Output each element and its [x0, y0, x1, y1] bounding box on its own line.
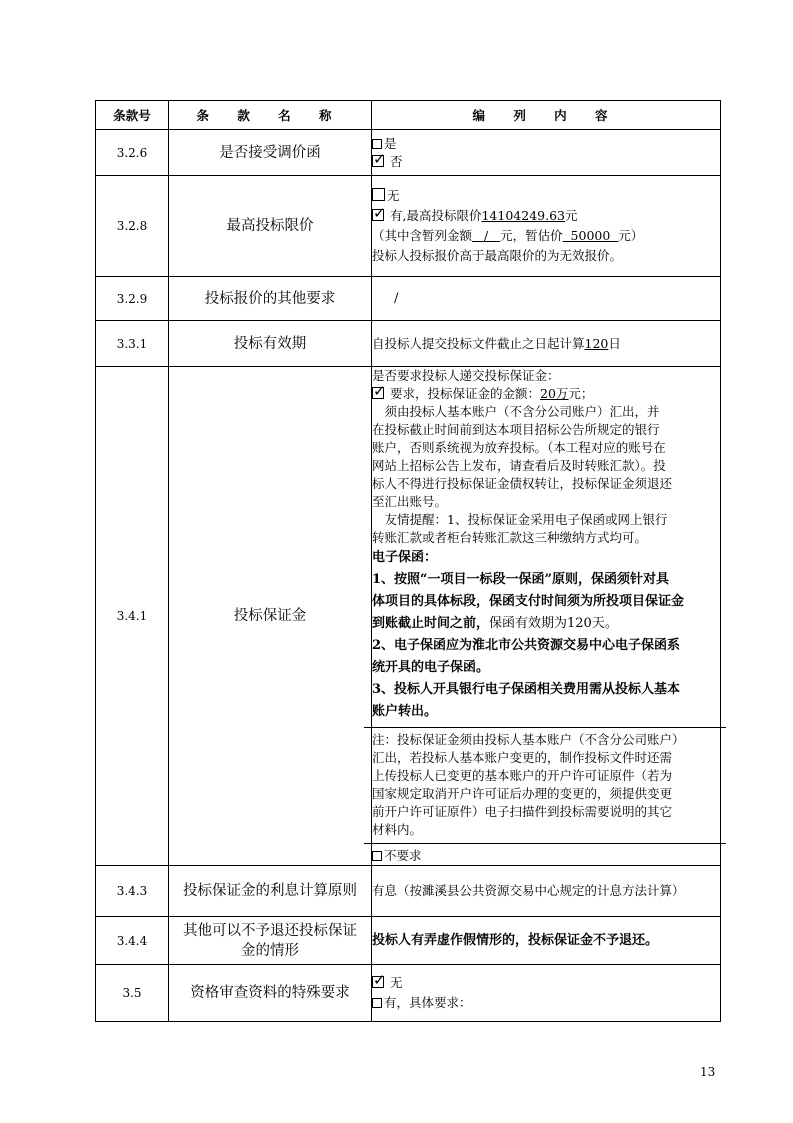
header-clause-name: 条 款 名 称	[169, 101, 372, 130]
checkbox-unchecked-icon	[372, 139, 382, 149]
clause-name: 最高投标限价	[169, 176, 372, 277]
provisional-amount: /	[483, 228, 489, 243]
clause-content: 投标人有弄虚作假情形的，投标保证金不予退还。	[372, 917, 721, 965]
table-row	[96, 367, 721, 866]
clause-no: 3.2.8	[96, 176, 169, 277]
clause-content: 是否要求投标人递交投标保证金： ✓ 要求，投标保证金的金额：20万元； 须由投标人基本账户（不含分公司账户）汇出，并 在投标截止时间前到达本项目招标公告所规定的银行 账户，否则系统视为放弃投标。（本工程对应的账号在 网站上招标公告上发布，请查看后及时转账汇款）。投 标人不得进行投标保证金债权转让，投标保证金须退还 至汇出账号。 友情提醒：1、投标保证金采用电子保函或网上银行 转账汇款或者柜台转账汇款这三种缴纳方式均可。 电子保函： 1、按照“一项目一标段一保函”原则，保函须针对具 体项目的具体标段，保函支付时间须为所投项目保证金 到账截止时间之前，保函有效期为120天。 2、电子保函应为淮北市公共资源交易中心电子保函系 统开具的电子保函。 3、投标人开具银行电子保函相关费用需从投标人基本 账户转出。 注：投标保证金须由投标人基本账户（不含分公司账户） 汇出，若投标人基本账户变更的，制作投标文件时还需 上传投标人已变更的基本账户的开户许可证原件（若为 国家规定取消开户许可证后办理的变更的，须提供变更 前开户许可证原件）电子扫描件到投标需要说明的其它 材料内。 不要求	[372, 367, 721, 866]
divider	[364, 843, 726, 844]
clause-no: 3.2.9	[96, 277, 169, 321]
clause-no: 3.3.1	[96, 321, 169, 367]
checkbox-unchecked-icon	[372, 851, 382, 861]
estimate-amount: 50000	[570, 228, 611, 243]
clause-no: 3.5	[96, 965, 169, 1022]
clause-content: ✓ 无 有，具体要求：	[372, 965, 721, 1022]
table-row	[96, 321, 721, 367]
clause-no: 3.4.4	[96, 917, 169, 965]
clause-name: 投标报价的其他要求	[169, 277, 372, 321]
clause-content: 是 ✓ 否	[372, 130, 721, 176]
checkbox-checked-icon: ✓	[373, 971, 386, 989]
clause-no: 3.4.3	[96, 866, 169, 917]
checkbox-checked-icon: ✓	[373, 382, 386, 400]
checkbox-unchecked-icon	[372, 998, 382, 1008]
price-note: 投标人投标报价高于最高限价的为无效报价。	[372, 248, 623, 263]
header-row	[96, 101, 721, 130]
header-content: 编 列 内 容	[372, 101, 721, 130]
table-row	[96, 917, 721, 965]
table-row	[96, 277, 721, 321]
clause-name: 投标保证金	[169, 367, 372, 866]
clause-content: 自投标人提交投标文件截止之日起计算120日	[372, 321, 721, 367]
validity-days: 120	[584, 335, 609, 351]
clause-content: 有息（按濉溪县公共资源交易中心规定的计息方法计算）	[372, 866, 721, 917]
checkbox-checked-icon: ✓	[373, 204, 386, 222]
clause-no: 3.4.1	[96, 367, 169, 866]
checkbox-unchecked-icon	[372, 188, 385, 201]
table-row	[96, 176, 721, 277]
clause-content: 无 ✓ 有,最高投标限价14104249.63元 （其中含暂列金额 / 元，暂估价 50000 元） 投标人投标报价高于最高限价的为无效报价。	[372, 176, 721, 277]
header-clause-no: 条款号	[96, 101, 169, 130]
table-row	[96, 866, 721, 917]
e-guarantee-title: 电子保函：	[372, 550, 438, 565]
divider	[364, 727, 726, 728]
checkbox-checked-icon: ✓	[373, 149, 386, 168]
deposit-amount: 20万	[540, 386, 569, 401]
clause-name: 其他可以不予退还投标保证 金的情形	[169, 917, 372, 965]
page-number: 13	[700, 1065, 716, 1079]
table-row	[96, 965, 721, 1022]
clause-name: 投标有效期	[169, 321, 372, 367]
table-row	[96, 130, 721, 176]
clause-name: 投标保证金的利息计算原则	[169, 866, 372, 917]
clause-content: /	[372, 277, 721, 321]
max-price-value: 14104249.63	[481, 208, 565, 223]
clause-table	[95, 100, 721, 1022]
clause-name: 是否接受调价函	[169, 130, 372, 176]
clause-no: 3.2.6	[96, 130, 169, 176]
clause-name: 资格审查资料的特殊要求	[169, 965, 372, 1022]
